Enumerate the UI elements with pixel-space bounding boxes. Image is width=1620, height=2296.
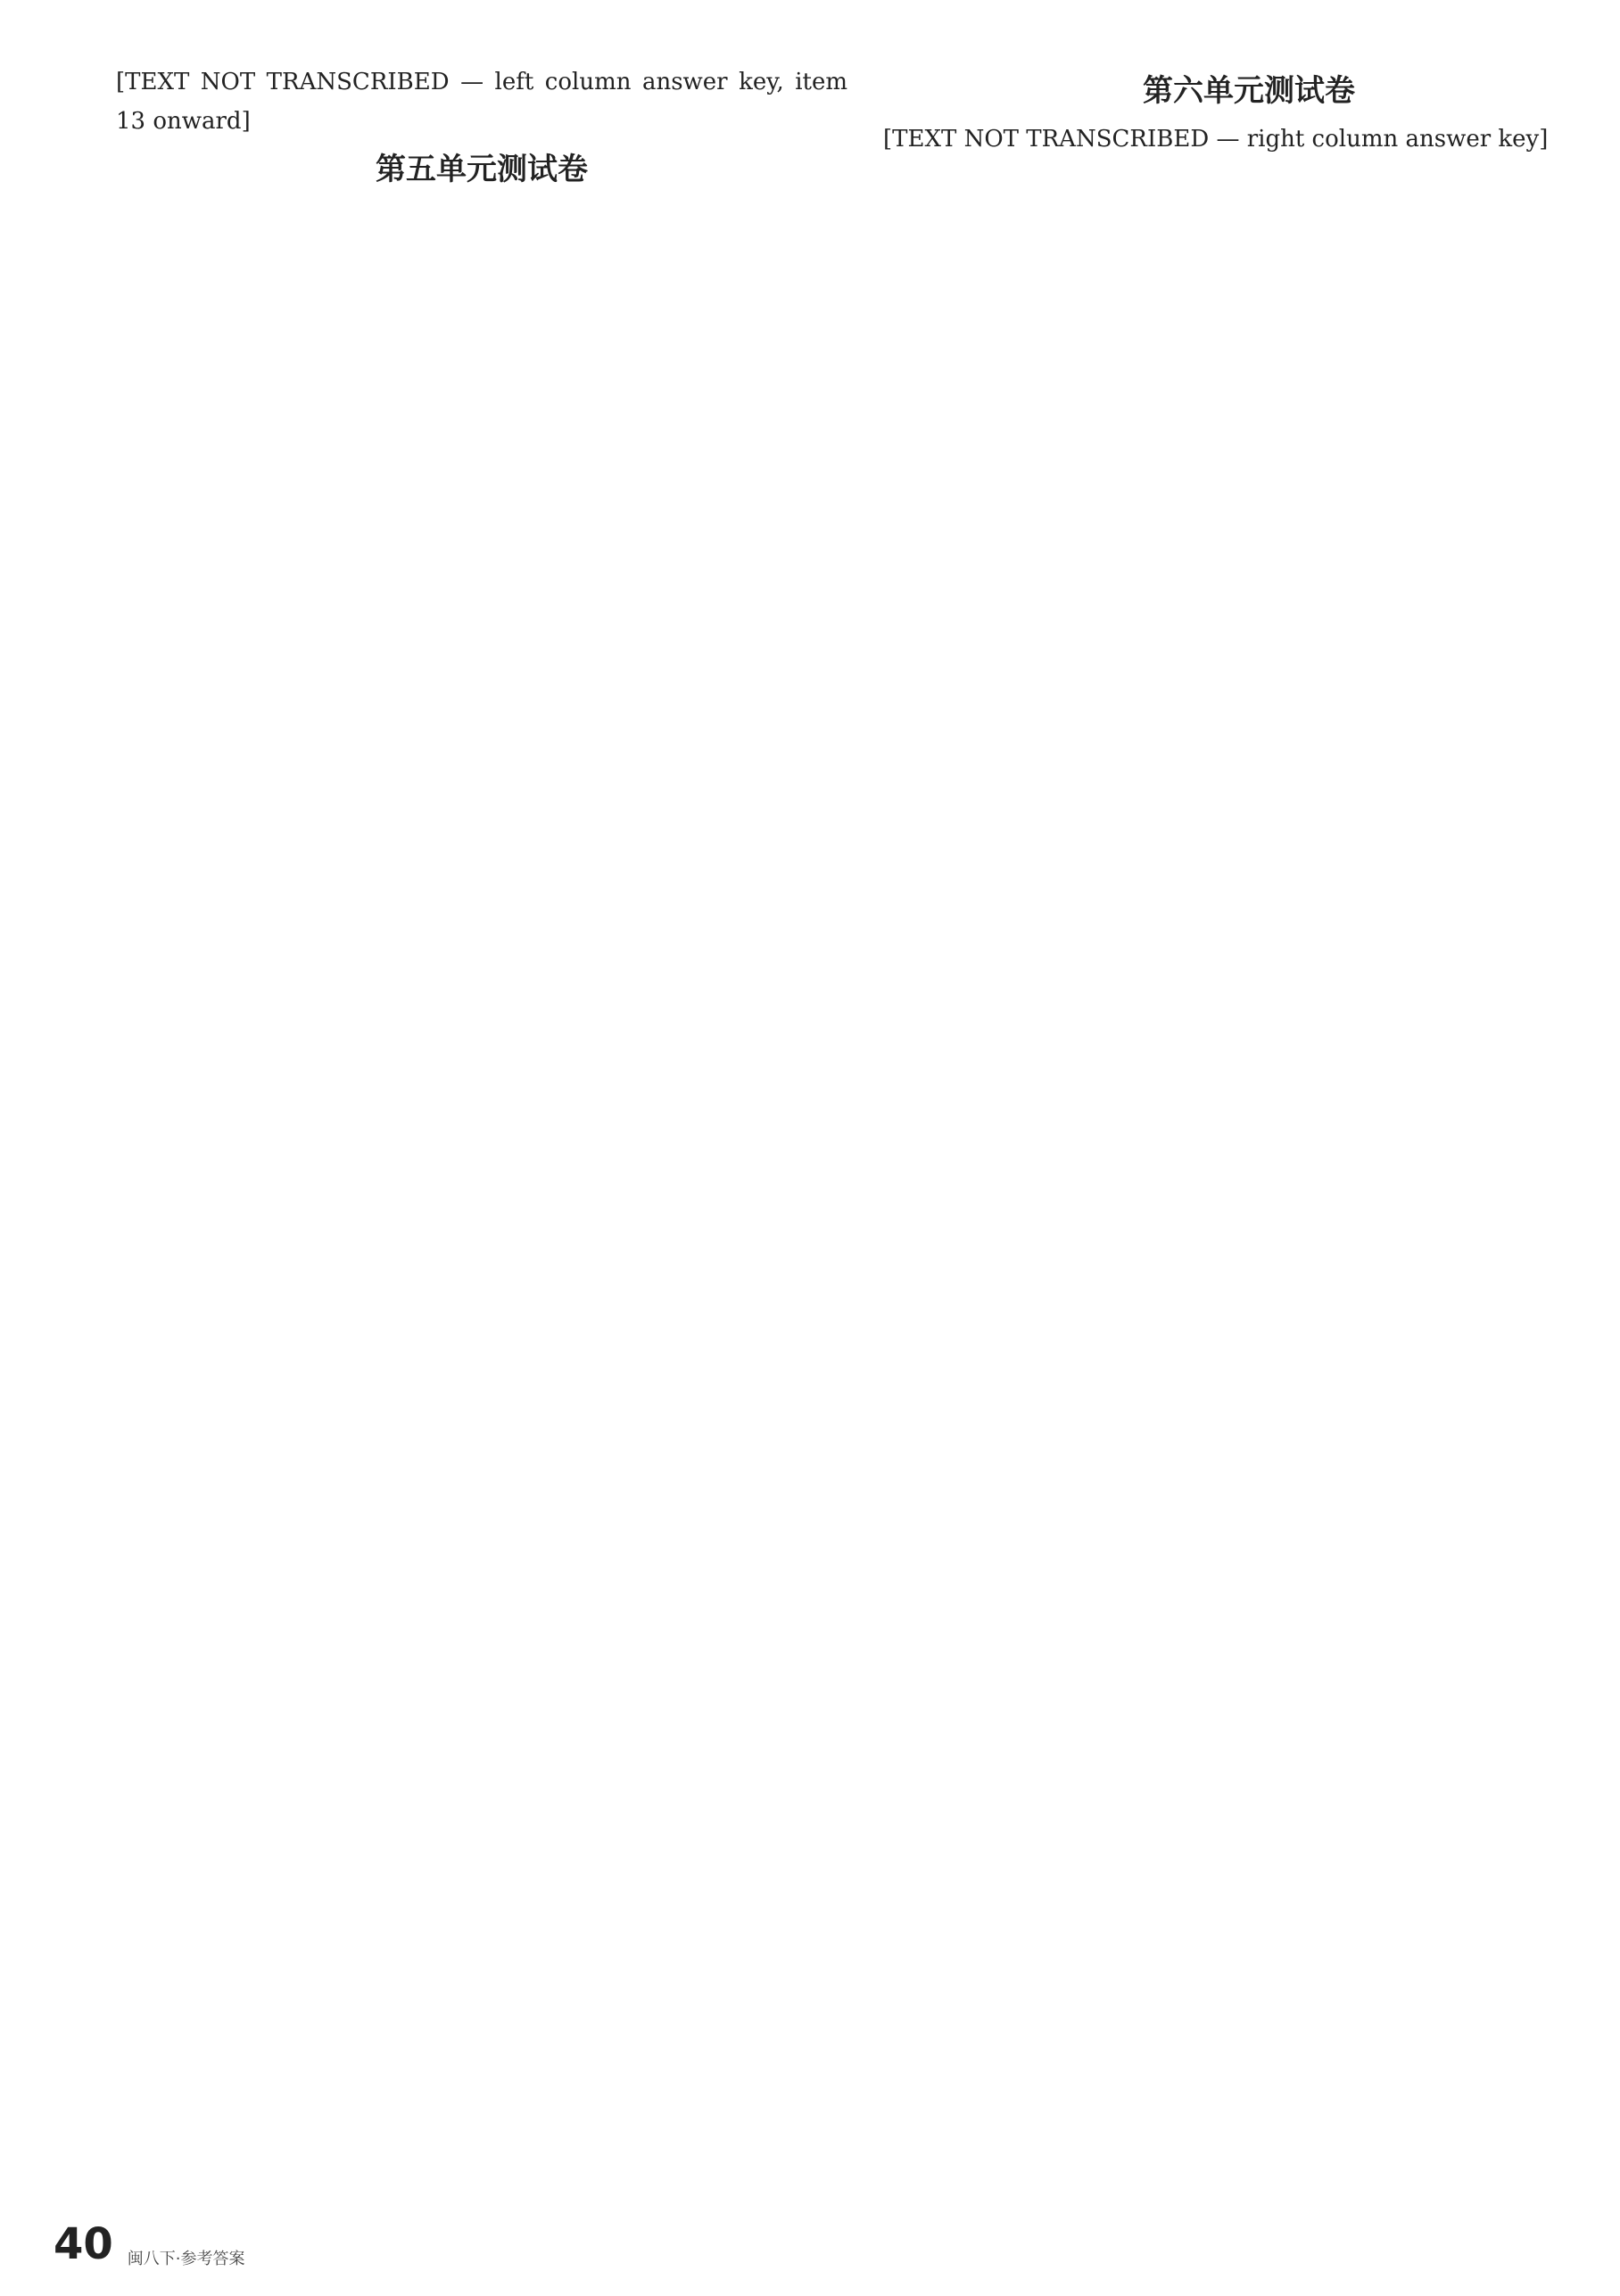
left-paragraph: [TEXT NOT TRANSCRIBED — left column answer key, item 13 onward] (116, 69, 847, 135)
right-column (883, 62, 1615, 164)
right-paragraph: [TEXT NOT TRANSCRIBED — right column answer key] (883, 126, 1549, 153)
page-footer (54, 2219, 245, 2269)
left-section-title: 第五单元测试卷 (376, 152, 588, 187)
right-section-title: 第六单元测试卷 (1143, 73, 1355, 109)
page-label: 闽八下·参考答案 (127, 2250, 245, 2268)
page-number: 40 (54, 2219, 113, 2269)
left-column (116, 62, 847, 198)
